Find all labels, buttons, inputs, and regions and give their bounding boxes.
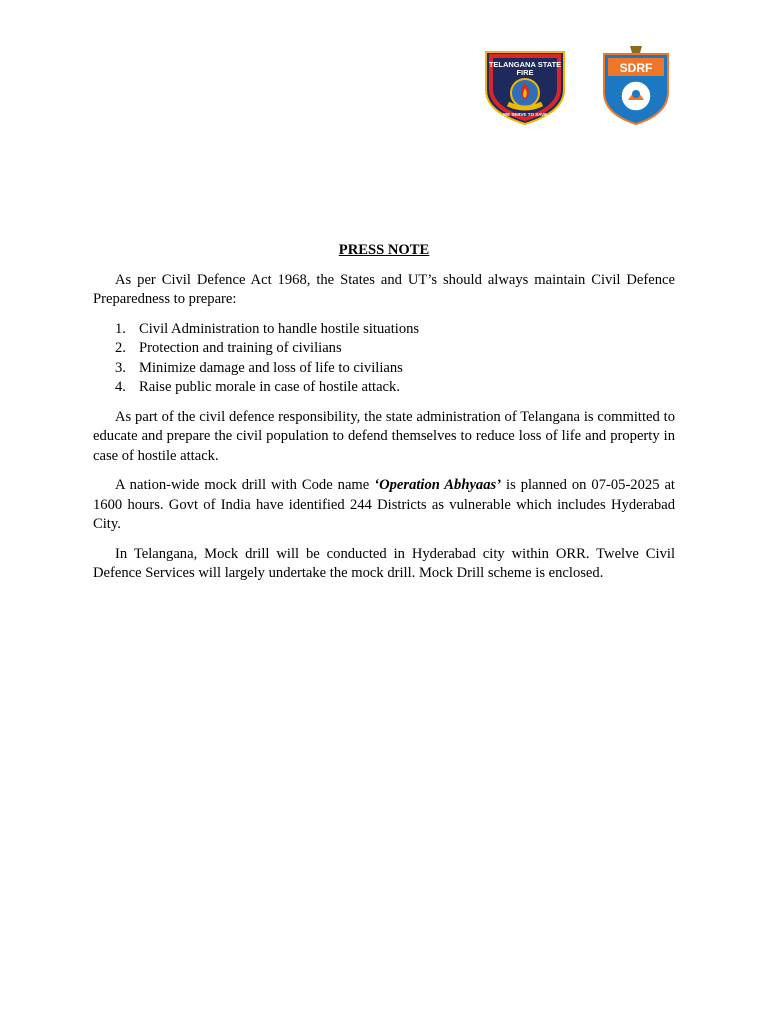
fire-logo-motto: WE SERVE TO SAVE (502, 112, 548, 117)
telangana-fire-logo (478, 46, 572, 126)
mock-drill-paragraph (93, 476, 675, 535)
intro-paragraph: As per Civil Defence Act 1968, the States and UT’s should always maintain Civil Defence Preparedness to prepare: (93, 271, 675, 307)
sdrf-logo (598, 42, 674, 126)
list-item (93, 359, 675, 379)
mock-drill-text-post: is planned on 07-05-2025 at 1600 hours. Govt of India have identified 244 Districts as vulnerable which includes Hyderabad City. (93, 477, 675, 532)
list-text: Civil Administration to handle hostile situations (139, 320, 420, 337)
header-logos (470, 42, 680, 128)
mock-drill-text-pre: A nation-wide mock drill with Code name (115, 477, 375, 493)
telangana-paragraph: In Telangana, Mock drill will be conducted in Hyderabad city within ORR. Twelve Civil Defence Services will largely undertake the mock drill. Mock Drill scheme is enclosed. (93, 545, 675, 581)
list-number: 1. (115, 320, 126, 337)
preparedness-list (93, 320, 675, 398)
sdrf-logo-title: SDRF (619, 61, 653, 75)
list-number: 4. (115, 379, 126, 395)
list-item (93, 339, 675, 359)
press-note (93, 241, 675, 594)
list-number: 3. (115, 359, 126, 376)
responsibility-paragraph: As part of the civil defence responsibility, the state administration of Telangana is committed to educate and prepare the civil population to defend themselves to reduce loss of life and property in case of hostile attack. (93, 408, 675, 464)
fire-logo-line1: TELANGANA STATE (488, 60, 562, 69)
page-title: PRESS NOTE (338, 242, 430, 258)
list-text: Raise public morale in case of hostile attack. (139, 379, 400, 395)
list-number: 2. (115, 340, 126, 356)
operation-name: ‘Operation Abhyaas’ (374, 477, 502, 493)
emblem-icon (630, 46, 642, 53)
list-text: Minimize damage and loss of life to civilians (139, 359, 403, 376)
fire-logo-line2: FIRE (516, 68, 534, 77)
list-item (93, 320, 675, 340)
list-item (93, 378, 675, 398)
list-text: Protection and training of civilians (139, 340, 342, 356)
